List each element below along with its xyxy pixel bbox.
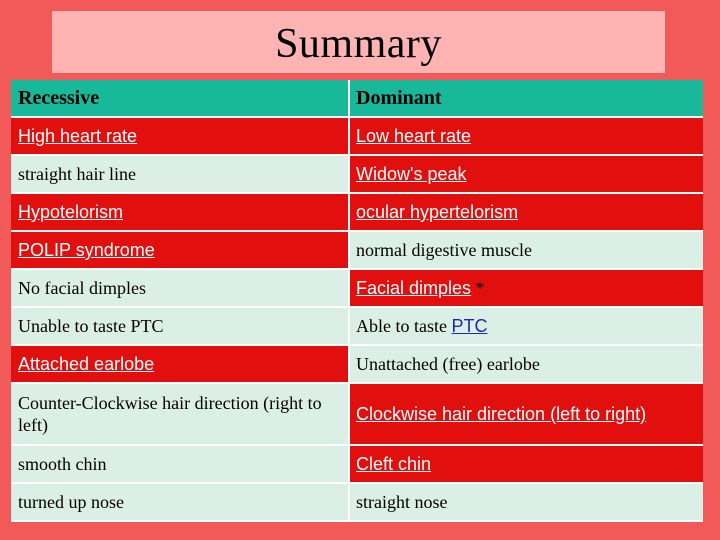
dominant-cell [350, 232, 703, 270]
recessive-cell [11, 308, 350, 346]
recessive-cell [11, 156, 350, 194]
recessive-cell [11, 118, 350, 156]
table-row [11, 346, 703, 384]
recessive-cell [11, 194, 350, 232]
table-row [11, 446, 703, 484]
table-row [11, 308, 703, 346]
recessive-link[interactable]: Hypotelorism [18, 202, 124, 222]
dominant-ptc-link[interactable]: PTC [451, 316, 488, 336]
table-row [11, 156, 703, 194]
recessive-link[interactable]: High heart rate [18, 126, 138, 146]
dominant-cell [350, 194, 703, 232]
dominant-link[interactable]: Facial dimples [356, 278, 472, 298]
dominant-cell [350, 484, 703, 522]
dominant-cell [350, 308, 703, 346]
dominant-link[interactable]: ocular hypertelorism [356, 202, 519, 222]
recessive-link[interactable]: POLIP syndrome [18, 240, 155, 260]
recessive-cell [11, 384, 350, 446]
table-row [11, 118, 703, 156]
recessive-text: Counter-Clockwise hair direction (right to left) [18, 393, 322, 435]
dominant-link[interactable]: Clockwise hair direction (left to right) [356, 404, 647, 424]
page-title: Summary [275, 21, 442, 67]
dominant-link[interactable]: Low heart rate [356, 126, 472, 146]
recessive-text: straight hair line [18, 164, 136, 184]
dominant-link[interactable]: Cleft chin [356, 454, 432, 474]
header-dominant: Dominant [350, 80, 703, 118]
dominant-cell [350, 384, 703, 446]
dominant-link[interactable]: Widow's peak [356, 164, 467, 184]
table-row [11, 384, 703, 446]
recessive-text: Unable to taste PTC [18, 316, 164, 336]
table-header-row [11, 80, 703, 118]
recessive-cell [11, 232, 350, 270]
table-row [11, 270, 703, 308]
header-recessive: Recessive [11, 80, 350, 118]
dominant-text: Able to taste [356, 316, 452, 336]
recessive-text: turned up nose [18, 492, 124, 512]
table-row [11, 194, 703, 232]
recessive-cell [11, 346, 350, 384]
dominant-cell [350, 118, 703, 156]
dominant-cell [350, 156, 703, 194]
recessive-link[interactable]: Attached earlobe [18, 354, 155, 374]
table-row [11, 232, 703, 270]
table-row [11, 484, 703, 522]
recessive-cell [11, 270, 350, 308]
dominant-text: straight nose [356, 492, 448, 512]
recessive-text: No facial dimples [18, 278, 146, 298]
dominant-text: Unattached (free) earlobe [356, 354, 540, 374]
dominant-cell [350, 446, 703, 484]
recessive-cell [11, 484, 350, 522]
dominant-text: normal digestive muscle [356, 240, 532, 260]
recessive-text: smooth chin [18, 454, 107, 474]
summary-table [11, 80, 703, 522]
recessive-cell [11, 446, 350, 484]
asterisk-note: * [471, 278, 485, 298]
dominant-cell [350, 270, 703, 308]
title-box [52, 11, 665, 73]
dominant-cell [350, 346, 703, 384]
